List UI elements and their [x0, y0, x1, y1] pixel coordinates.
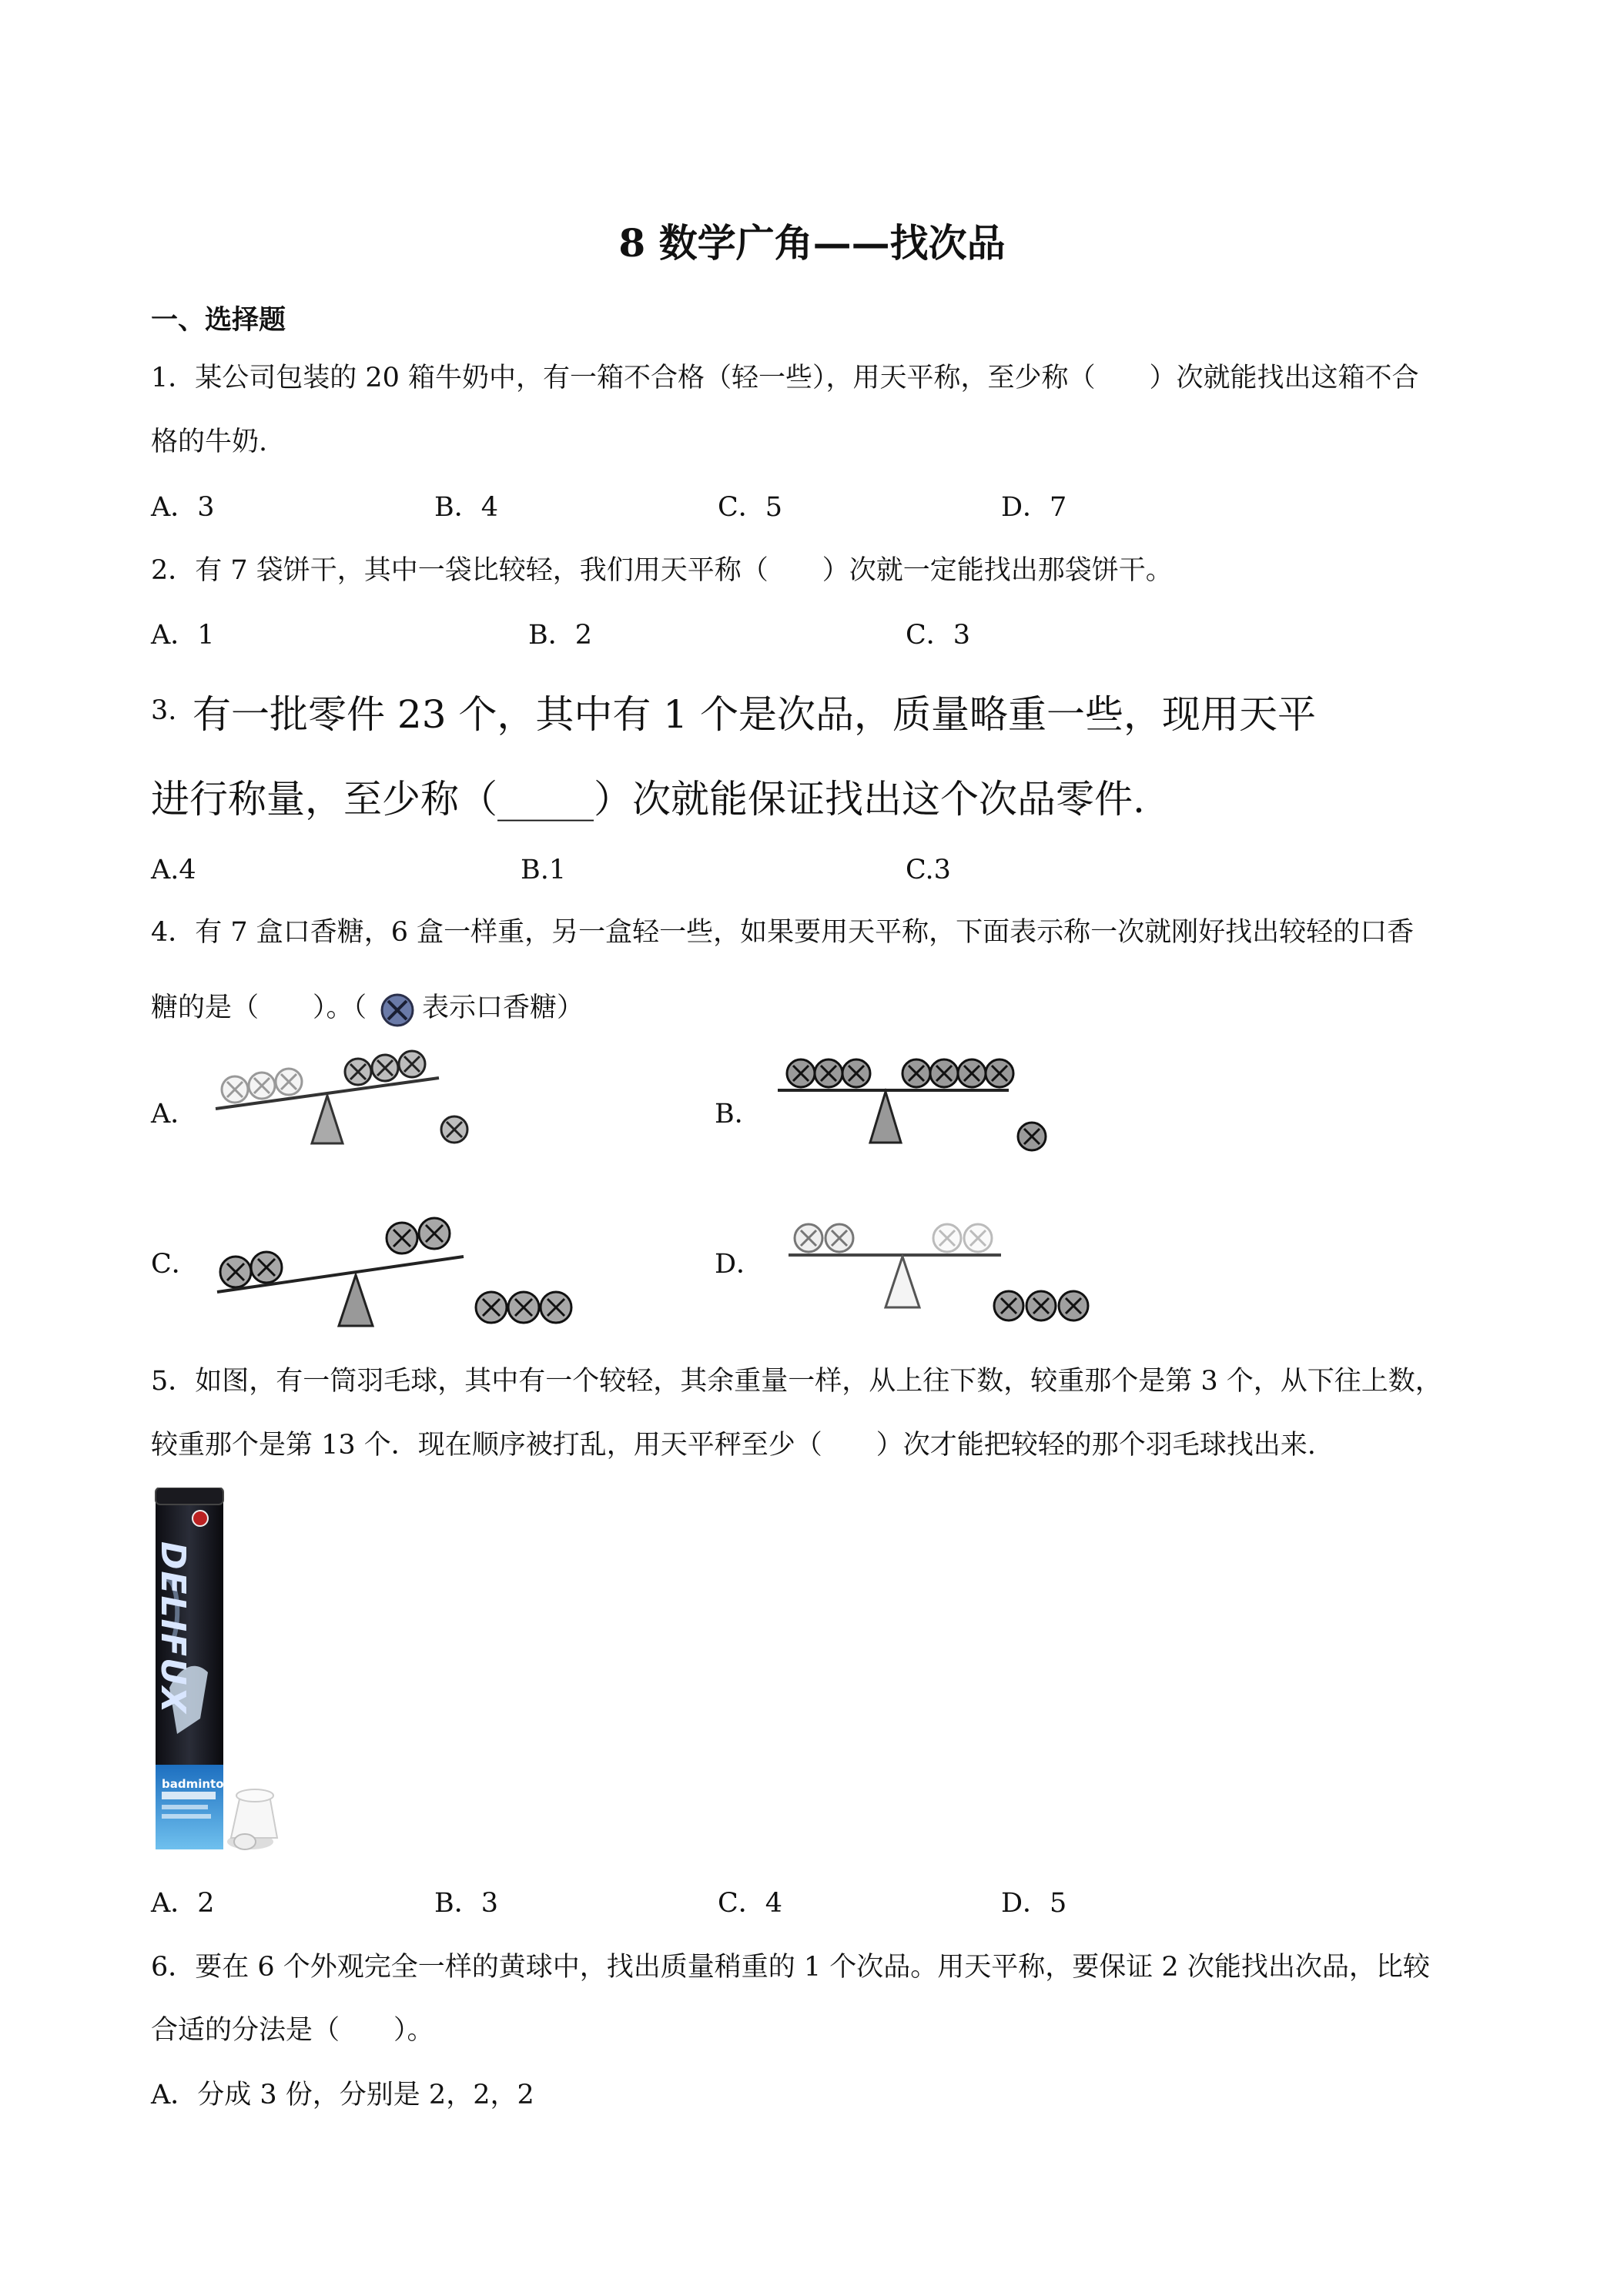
- q5-option-a[interactable]: A．2: [151, 1888, 215, 1919]
- q4-figure-a: [208, 1043, 501, 1159]
- q3-option-c[interactable]: C.3: [906, 855, 951, 885]
- q5-text-line2: 较重那个是第 13 个．现在顺序被打乱，用天平秤至少（ ）次才能把较轻的那个羽毛球找出来.: [151, 1430, 1316, 1461]
- q4-option-b[interactable]: B．: [715, 1099, 762, 1130]
- q6-text-line1: 6．要在 6 个外观完全一样的黄球中，找出质量稍重的 1 个次品。用天平称，要保证 2 次能找出次品，比较: [151, 1952, 1430, 1983]
- q1-text-line2: 格的牛奶.: [151, 427, 268, 457]
- q5-option-b[interactable]: B．3: [434, 1888, 498, 1919]
- q1-option-c[interactable]: C．5: [718, 492, 783, 523]
- q4-option-a[interactable]: A．: [151, 1099, 198, 1130]
- q3-number: 3.: [151, 695, 177, 726]
- q4-text-line2-post: 表示口香糖）: [422, 992, 584, 1023]
- q1-option-a[interactable]: A．3: [151, 492, 215, 523]
- tube-brand-text: DELIFUX: [153, 1541, 193, 1715]
- q2-option-b[interactable]: B．2: [528, 620, 592, 651]
- q5-option-c[interactable]: C．4: [718, 1888, 783, 1919]
- q5-text-line1: 5．如图，有一筒羽毛球，其中有一个较轻，其余重量一样，从上往下数，较重那个是第 3 个，从下往上数，: [151, 1366, 1442, 1397]
- q4-figure-b: [770, 1056, 1063, 1164]
- q2-text-line1: 2．有 7 袋饼干，其中一袋比较轻，我们用天平称（ ）次就一定能找出那袋饼干。: [151, 555, 1173, 586]
- q3-option-b[interactable]: B.1: [521, 855, 567, 885]
- q1-option-b[interactable]: B．4: [434, 492, 498, 523]
- page-title: 8 数学广角——找次品: [618, 220, 1006, 266]
- q6-text-line2: 合适的分法是（ ）。: [151, 2015, 434, 2046]
- q1-text-line1: 1．某公司包装的 20 箱牛奶中，有一箱不合格（轻一些），用天平称，至少称（ ）次就能找出这箱不合: [151, 363, 1419, 393]
- q2-option-a[interactable]: A．1: [151, 620, 215, 651]
- tube-label-text: badminton: [162, 1777, 233, 1791]
- q1-option-d[interactable]: D．7: [1001, 492, 1067, 523]
- q4-figure-d: [778, 1215, 1124, 1330]
- q4-option-c[interactable]: C．: [151, 1249, 199, 1280]
- q4-figure-c: [209, 1209, 594, 1332]
- gum-icon: [379, 992, 416, 1029]
- q4-text-line2-pre: 糖的是（ ）。（: [151, 992, 367, 1023]
- q4-text-line1: 4．有 7 盒口香糖，6 盒一样重，另一盒轻一些，如果要用天平称，下面表示称一次就刚好找出较轻的口香: [151, 917, 1415, 948]
- q6-option-a[interactable]: A．分成 3 份，分别是 2，2，2: [151, 2080, 534, 2110]
- q5-option-d[interactable]: D．5: [1001, 1888, 1067, 1919]
- q4-option-d[interactable]: D．: [715, 1249, 764, 1280]
- q3-text-line1: 有一批零件 23 个，其中有 1 个是次品，质量略重一些，现用天平: [193, 692, 1317, 737]
- q2-option-c[interactable]: C．3: [906, 620, 971, 651]
- q3-text-line2: 进行称量，至少称（_____）次就能保证找出这个次品零件.: [151, 777, 1145, 822]
- q3-option-a[interactable]: A.4: [151, 855, 196, 885]
- shuttlecock-tube-image: [154, 1488, 291, 1857]
- section-heading: 一、选择题: [151, 304, 286, 336]
